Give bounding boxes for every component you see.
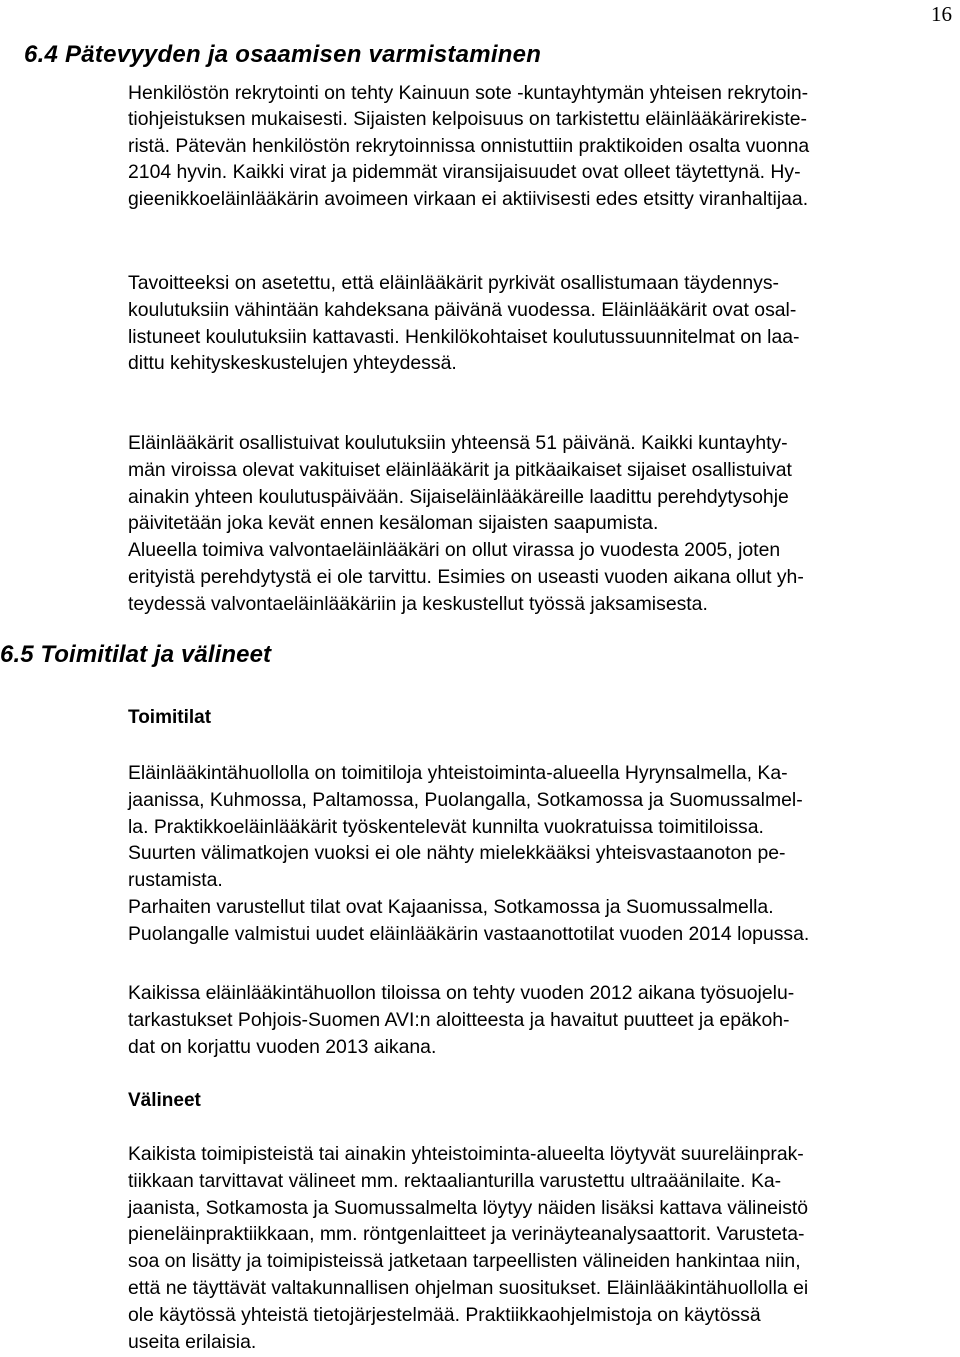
- text-line: Henkilöstön rekrytointi on tehty Kainuun sote -kuntayhtymän yhteisen rekrytoin-: [128, 82, 809, 104]
- section-heading-6-4: 6.4 Pätevyyden ja osaamisen varmistaminen: [24, 41, 542, 68]
- text-line: teydessä valvontaeläinlääkäriin ja keskustellut työssä jaksamisesta.: [128, 592, 708, 615]
- page-number: 16: [931, 2, 952, 26]
- text-line: Puolangalle valmistui uudet eläinlääkärin vastaanottotilat vuoden 2014 lopussa.: [128, 922, 810, 945]
- paragraph-training-days: [128, 430, 804, 618]
- text-line: että ne täyttävät valtakunnallisen ohjelman suositukset. Eläinlääkintähuollolla ei: [128, 1276, 809, 1299]
- section-heading-6-5: 6.5 Toimitilat ja välineet: [0, 641, 272, 668]
- text-line: Tavoitteeksi on asetettu, että eläinlääkärit pyrkivät osallistumaan täydennys-: [128, 272, 780, 294]
- subheading-toimitilat: Toimitilat: [128, 707, 212, 728]
- text-line: Eläinlääkintähuollolla on toimitiloja yhteistoiminta-alueella Hyrynsalmella, Ka-: [128, 762, 788, 784]
- paragraph-inspections: [128, 980, 794, 1060]
- text-line: soa on lisätty ja toimipisteissä jatketaan tarpeellisten välineiden hankintaa niin,: [128, 1250, 801, 1273]
- text-line: dat on korjattu vuoden 2013 aikana.: [128, 1035, 437, 1058]
- text-line: jaanissa, Kuhmossa, Paltamossa, Puolangalla, Sotkamossa ja Suomussalmel-: [128, 788, 803, 811]
- text-line: päivitetään joka kevät ennen kesäloman sijaisten saapumista.: [128, 512, 659, 535]
- text-line: jaanista, Sotkamosta ja Suomussalmelta löytyy näiden lisäksi kattava välineistö: [128, 1196, 809, 1219]
- text-line: Kaikista toimipisteistä tai ainakin yhteistoiminta-alueelta löytyvät suureläinprak-: [128, 1143, 804, 1165]
- text-line: koulutuksiin vähintään kahdeksana päivänä vuodessa. Eläinlääkärit ovat osal-: [128, 298, 797, 321]
- subheading-valineet: Välineet: [128, 1090, 201, 1111]
- paragraph-training-goal: [128, 270, 800, 377]
- text-line: la. Praktikkoeläinlääkärit työskentelevät kunnilta vuokratuissa toimitiloissa.: [128, 815, 764, 838]
- text-line: tarkastukset Pohjois-Suomen AVI:n aloitteesta ja havaitut puutteet ja epäkoh-: [128, 1008, 790, 1031]
- text-line: ristä. Pätevän henkilöstön rekrytoinnissa onnistuttiin praktikoiden osalta vuonna: [128, 134, 810, 157]
- text-line: Kaikissa eläinlääkintähuollon tiloissa on tehty vuoden 2012 aikana työsuojelu-: [128, 982, 795, 1004]
- text-line: Alueella toimiva valvontaeläinlääkäri on ollut virassa jo vuodesta 2005, joten: [128, 539, 781, 562]
- text-line: erityistä perehdytystä ei ole tarvittu. Esimies on useasti vuoden aikana ollut yh-: [128, 565, 804, 588]
- text-line: rustamista.: [128, 869, 223, 892]
- text-line: pieneläinpraktiikkaan, mm. röntgenlaitteet ja verinäyteanalysaattorit. Varusteta-: [128, 1223, 805, 1246]
- text-line: tiohjeistuksen mukaisesti. Sijaisten kelpoisuus on tarkistettu eläinlääkärirekiste-: [128, 108, 807, 131]
- text-line: 2104 hyvin. Kaikki virat ja pidemmät viransijaisuudet ovat olleet täytettynä. Hy-: [128, 161, 801, 184]
- text-line: ole käytössä yhteistä tietojärjestelmää. Praktiikkaohjelmistoja on käytössä: [128, 1303, 761, 1326]
- text-line: män viroissa olevat vakituiset eläinlääkärit ja pitkäaikaiset sijaiset osallistuivat: [128, 458, 792, 481]
- text-line: tiikkaan tarvittavat välineet mm. rektaalianturilla varustettu ultraäänilaite. Ka-: [128, 1169, 782, 1192]
- text-line: gieenikkoeläinlääkärin avoimeen virkaan ei aktiivisesti edes etsitty viranhaltijaa.: [128, 187, 809, 210]
- text-line: useita erilaisia.: [128, 1330, 257, 1353]
- paragraph-recruitment: [128, 80, 809, 212]
- text-line: listuneet koulutuksiin kattavasti. Henkilökohtaiset koulutussuunnitelmat on laa-: [128, 325, 800, 348]
- text-line: dittu kehityskeskustelujen yhteydessä.: [128, 352, 457, 375]
- text-line: Eläinlääkärit osallistuivat koulutuksiin yhteensä 51 päivänä. Kaikki kuntayhty-: [128, 432, 788, 454]
- text-line: Parhaiten varustellut tilat ovat Kajaanissa, Sotkamossa ja Suomussalmella.: [128, 895, 774, 918]
- text-line: ainakin yhteen koulutuspäivään. Sijaiseläinlääkäreille laadittu perehdytysohje: [128, 485, 789, 508]
- text-line: Suurten välimatkojen vuoksi ei ole nähty mielekkääksi yhteisvastaanoton pe-: [128, 842, 786, 865]
- paragraph-premises: [128, 760, 809, 948]
- paragraph-equipment: [128, 1141, 808, 1355]
